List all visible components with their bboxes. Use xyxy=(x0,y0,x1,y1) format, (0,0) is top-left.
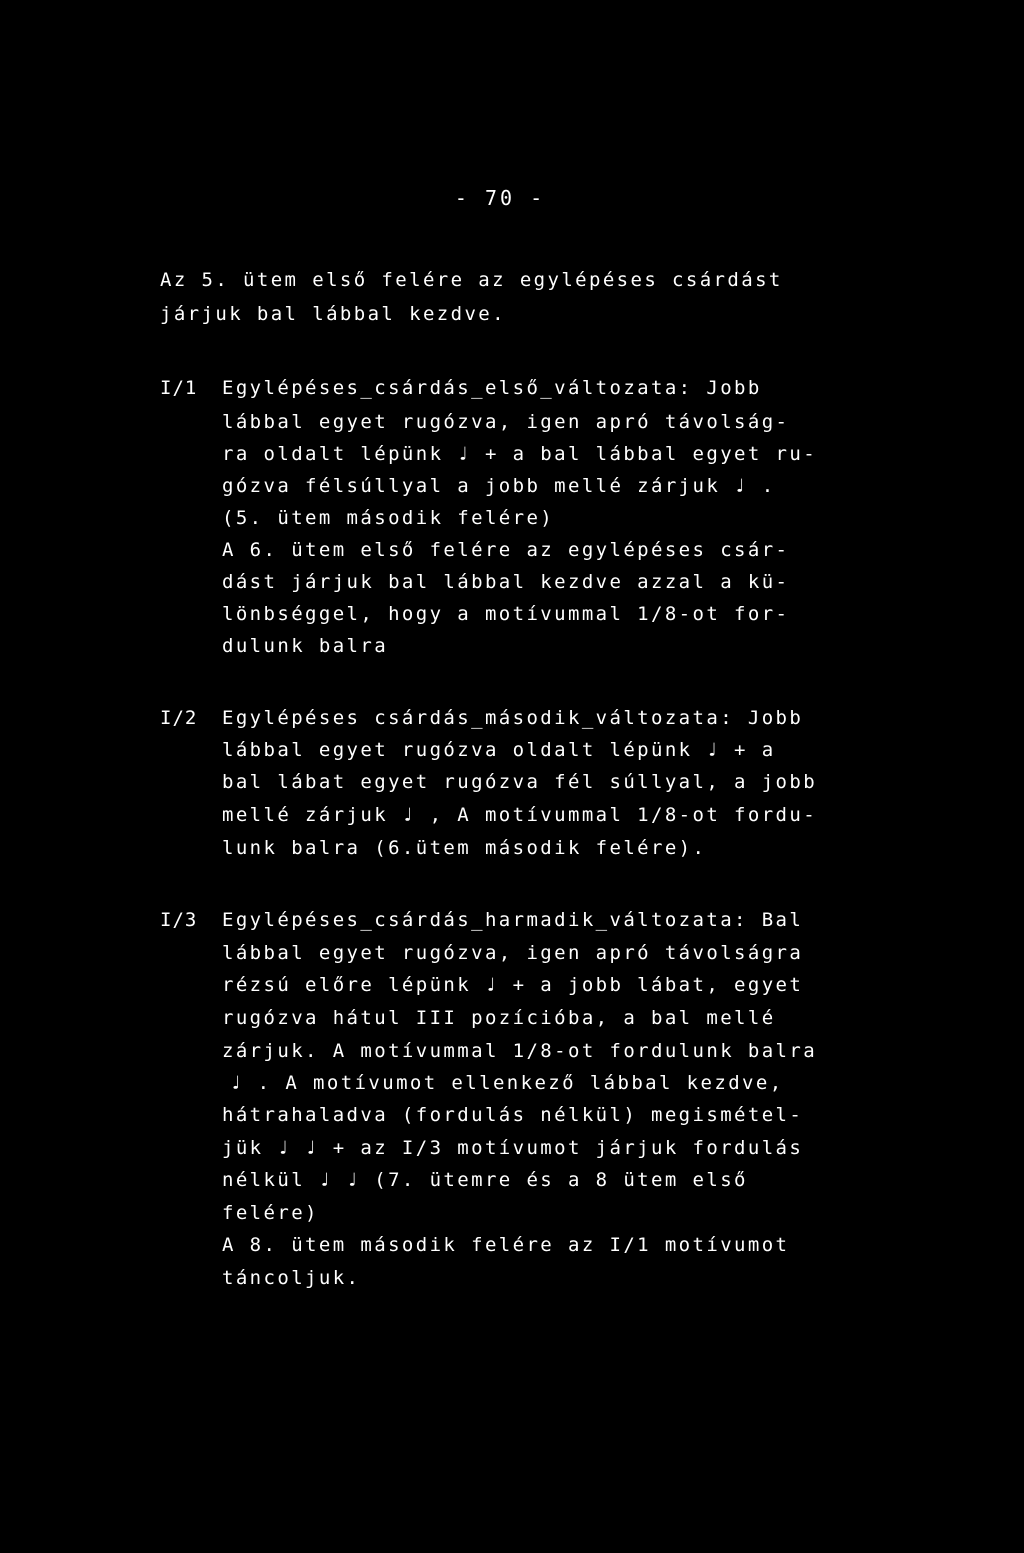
text-line: nélkül ♩ ♩ (7. ütemre és a 8 ütem első xyxy=(222,1169,748,1191)
text-line: felére) xyxy=(222,1202,319,1224)
text-line: lunk balra (6.ütem második felére). xyxy=(222,837,707,859)
text-line: hátrahaladva (fordulás nélkül) megismétel- xyxy=(222,1104,804,1126)
text-line: mellé zárjuk ♩ , A motívummal 1/8-ot fordu- xyxy=(222,804,818,826)
section-heading-line: Egylépéses_csárdás_harmadik_változata: Bal xyxy=(222,909,804,931)
text-line: lábbal egyet rugózva, igen apró távolság- xyxy=(222,411,790,433)
section-label: I/1 xyxy=(160,377,198,399)
text-line: rézsú előre lépünk ♩ + a jobb lábat, egyet xyxy=(222,974,804,996)
section-label: I/3 xyxy=(160,909,198,931)
text-line: dulunk balra xyxy=(222,635,389,657)
text-line: zárjuk. A motívummal 1/8-ot fordulunk balra xyxy=(222,1040,818,1062)
section-heading-line: Egylépéses csárdás_második_változata: Jobb xyxy=(222,707,804,729)
text-line: lönbséggel, hogy a motívummal 1/8-ot for- xyxy=(222,603,790,625)
text-line: A 6. ütem első felére az egylépéses csár- xyxy=(222,539,790,561)
section-label: I/2 xyxy=(160,707,198,729)
text-line: lábbal egyet rugózva, igen apró távolságra xyxy=(222,942,804,964)
text-line: A 8. ütem második felére az I/1 motívumot xyxy=(222,1234,790,1256)
text-line: bal lábat egyet rugózva fél súllyal, a jobb xyxy=(222,771,818,793)
text-line: lábbal egyet rugózva oldalt lépünk ♩ + a xyxy=(222,739,776,761)
text-line: táncoljuk. xyxy=(222,1267,361,1289)
page-number: - 70 - xyxy=(454,186,546,210)
text-line: gózva félsúllyal a jobb mellé zárjuk ♩ . xyxy=(222,475,776,497)
text-line: ♩ . A motívumot ellenkező lábbal kezdve, xyxy=(230,1072,784,1094)
text-line: jük ♩ ♩ + az I/3 motívumot járjuk fordulás xyxy=(222,1137,804,1159)
text-line: dást járjuk bal lábbal kezdve azzal a kü- xyxy=(222,571,790,593)
section-heading-line: Egylépéses_csárdás_első_változata: Jobb xyxy=(222,377,762,399)
intro-line: járjuk bal lábbal kezdve. xyxy=(160,303,506,325)
text-line: ra oldalt lépünk ♩ + a bal lábbal egyet ru- xyxy=(222,443,818,465)
text-line: rugózva hátul III pozícióba, a bal mellé xyxy=(222,1007,776,1029)
intro-line: Az 5. ütem első felére az egylépéses csárdást xyxy=(160,269,783,291)
text-line: (5. ütem második felére) xyxy=(222,507,555,529)
